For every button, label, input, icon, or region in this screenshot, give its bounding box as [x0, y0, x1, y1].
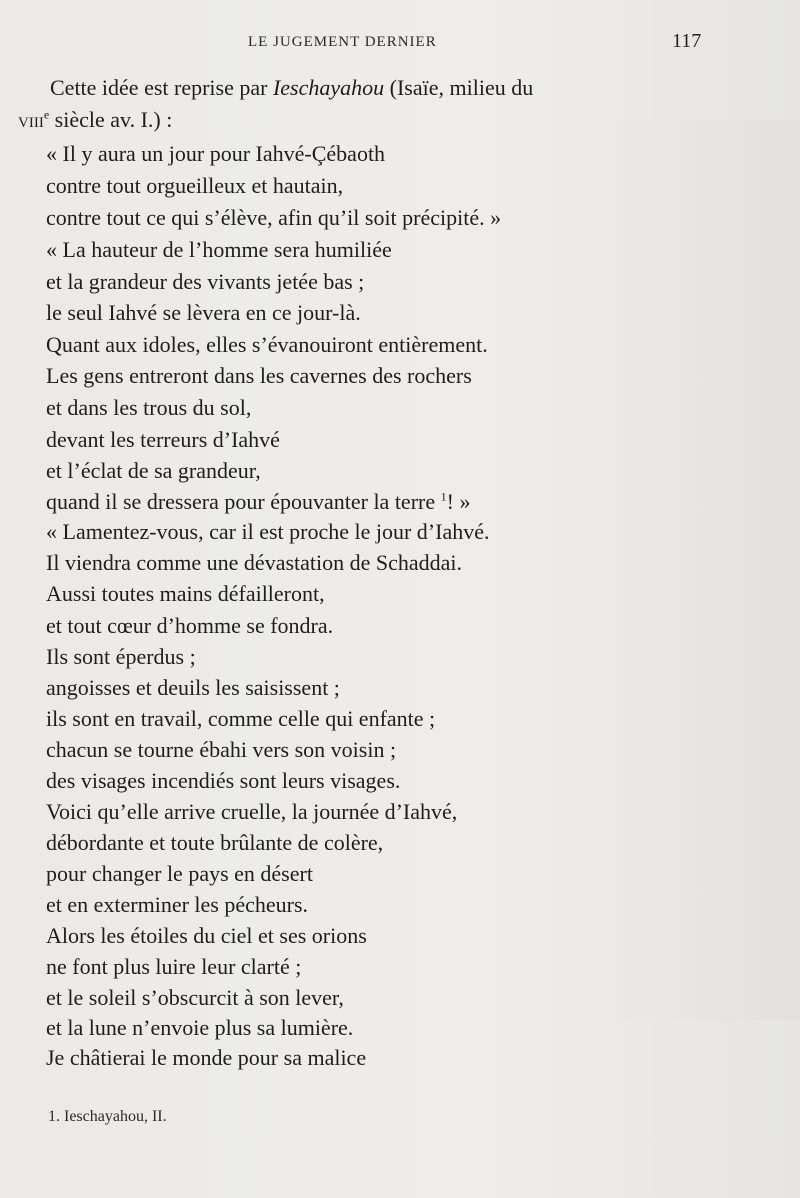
text-line-21: ils sont en travail, comme celle qui enfante ; — [46, 706, 436, 731]
text-line-16: Il viendra comme une dévastation de Schaddai. — [46, 550, 463, 575]
text-line-13: et l’éclat de sa grandeur, — [46, 458, 261, 483]
show-through-shading — [600, 120, 800, 1020]
text-line-6: « La hauteur de l’homme sera humiliée — [46, 237, 392, 262]
text-line-32: Je châtierai le monde pour sa malice — [46, 1045, 367, 1070]
text-line-5: contre tout ce qui s’élève, afin qu’il soit précipité. » — [46, 205, 502, 230]
author-name: Ieschayahou — [272, 75, 385, 100]
text-line-7: et la grandeur des vivants jetée bas ; — [46, 269, 365, 294]
text-line-19: Ils sont éperdus ; — [46, 644, 196, 669]
text-line-23: des visages incendiés sont leurs visages. — [46, 768, 401, 793]
text-line-12: devant les terreurs d’Iahvé — [46, 427, 280, 452]
page-number: 117 — [672, 30, 702, 52]
text-line-14: quand il se dressera pour épouvanter la terre $^1$! » — [46, 489, 471, 514]
text-line-31: et la lune n’envoie plus sa lumière. — [46, 1015, 354, 1040]
text-line-17: Aussi toutes mains défailleront, — [46, 581, 325, 606]
text-line-4: contre tout orgueilleux et hautain, — [46, 173, 344, 198]
text-line-29: ne font plus luire leur clarté ; — [46, 954, 302, 979]
text-line-1: Cette idée est reprise par Ieschayahou (Isaïe, milieu du — [50, 75, 534, 100]
text-line-27: et en exterminer les pécheurs. — [46, 892, 309, 917]
text-line-25: débordante et toute brûlante de colère, — [46, 830, 384, 855]
text-line-15: « Lamentez-vous, car il est proche le jour d’Iahvé. — [46, 519, 490, 544]
text-line-3: « Il y aura un jour pour Iahvé-Çébaoth — [46, 141, 386, 166]
footnote: 1. Ieschayahou, II. — [48, 1108, 167, 1125]
text-line-28: Alors les étoiles du ciel et ses orions — [46, 923, 367, 948]
text-line-10: Les gens entreront dans les cavernes des rochers — [46, 363, 472, 388]
text-line-2: viii$^e$ siècle av. I.) : — [18, 107, 173, 132]
text-line-22: chacun se tourne ébahi vers son voisin ; — [46, 737, 397, 762]
text-line-24: Voici qu’elle arrive cruelle, la journée d’Iahvé, — [46, 799, 458, 824]
running-title: LE JUGEMENT DERNIER — [248, 34, 437, 50]
text-line-20: angoisses et deuils les saisissent ; — [46, 675, 340, 700]
text-line-9: Quant aux idoles, elles s’évanouiront entièrement. — [46, 332, 488, 357]
footnote-ref: 1 — [440, 489, 447, 504]
text-line-30: et le soleil s’obscurcit à son lever, — [46, 985, 344, 1010]
text-line-11: et dans les trous du sol, — [46, 395, 252, 420]
text-line-18: et tout cœur d’homme se fondra. — [46, 613, 334, 638]
text-line-26: pour changer le pays en désert — [46, 861, 313, 886]
century-numeral: viii — [18, 107, 44, 132]
text-line-8: le seul Iahvé se lèvera en ce jour-là. — [46, 300, 361, 325]
page-header — [0, 30, 800, 56]
